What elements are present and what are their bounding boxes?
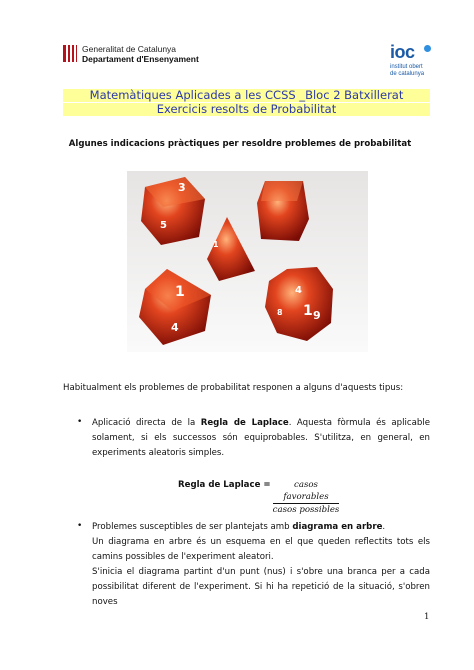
svg-text:1: 1	[175, 284, 185, 300]
tree-definition: Un diagrama en arbre és un esquema en el que queden reflectits tots els camins possibles de l'experiment aleatori.	[92, 537, 430, 562]
generalitat-mark-icon	[63, 45, 77, 62]
formula-label: Regla de Laplace =	[178, 480, 271, 490]
svg-text:4: 4	[295, 285, 302, 296]
ioc-logo	[386, 44, 436, 80]
tree-diagram-term: diagrama en arbre	[292, 522, 383, 532]
section-heading: Algunes indicacions pràctiques per resoldre problemes de probabilitat	[68, 139, 412, 149]
bullet-1: •	[77, 417, 83, 427]
fraction-numerator: casos favorables	[283, 480, 329, 502]
title-line-1: Matemàtiques Aplicades a les CCSS _Bloc 2 Batxillerat	[63, 89, 430, 102]
ioc-subtitle: institut obert de catalunya	[390, 64, 425, 77]
page-number: 1	[424, 612, 430, 622]
dice-photo	[127, 171, 368, 352]
item-tree-diagram: Problemes susceptibles de ser plantejats amb diagrama en arbre. Un diagrama en arbre és un esquema en el que queden reflectits tots els camins possibles de l'experiment aleatori. S'inicia el diagrama partint d'un punt (nus) i s'obre una branca per a cada possibilitat diferent de l'experiment. Si hi ha repetició de la situació, s'obren noves	[92, 520, 430, 610]
document-title	[63, 89, 430, 117]
svg-text:3: 3	[178, 181, 186, 194]
fraction-denominator: casos possibles	[272, 505, 340, 515]
department-name: Departament d'Ensenyament	[82, 54, 199, 64]
svg-text:1: 1	[213, 240, 219, 249]
die-cube-icon	[257, 181, 309, 241]
laplace-term: Regla de Laplace	[200, 418, 289, 428]
bullet-2: •	[77, 521, 83, 531]
ioc-wordmark: ioc	[390, 42, 415, 62]
title-line-2: Exercicis resolts de Probabilitat	[63, 103, 430, 116]
generalitat-logo	[63, 44, 213, 66]
item-laplace: Aplicació directa de la Regla de Laplace. Aquesta fòrmula és aplicable solament, si els successos són equiprobables. S'utilitza, en general, en experiments aleatoris simples.	[92, 418, 430, 458]
tree-instructions: S'inicia el diagrama partint d'un punt (nus) i s'obre una branca per a cada possibilitat diferent de l'experiment. Si hi ha repetició de la situació, s'obren noves	[92, 567, 430, 607]
svg-text:5: 5	[160, 220, 167, 231]
ioc-dot-icon	[424, 45, 431, 52]
svg-text:1: 1	[303, 303, 313, 319]
svg-text:8: 8	[277, 308, 283, 317]
svg-text:4: 4	[171, 321, 179, 334]
generalitat-name: Generalitat de Catalunya	[82, 44, 177, 54]
intro-paragraph: Habitualment els problemes de probabilitat responen a alguns d'aquests tipus:	[63, 383, 404, 393]
svg-text:9: 9	[313, 309, 321, 322]
laplace-fraction	[272, 479, 340, 516]
